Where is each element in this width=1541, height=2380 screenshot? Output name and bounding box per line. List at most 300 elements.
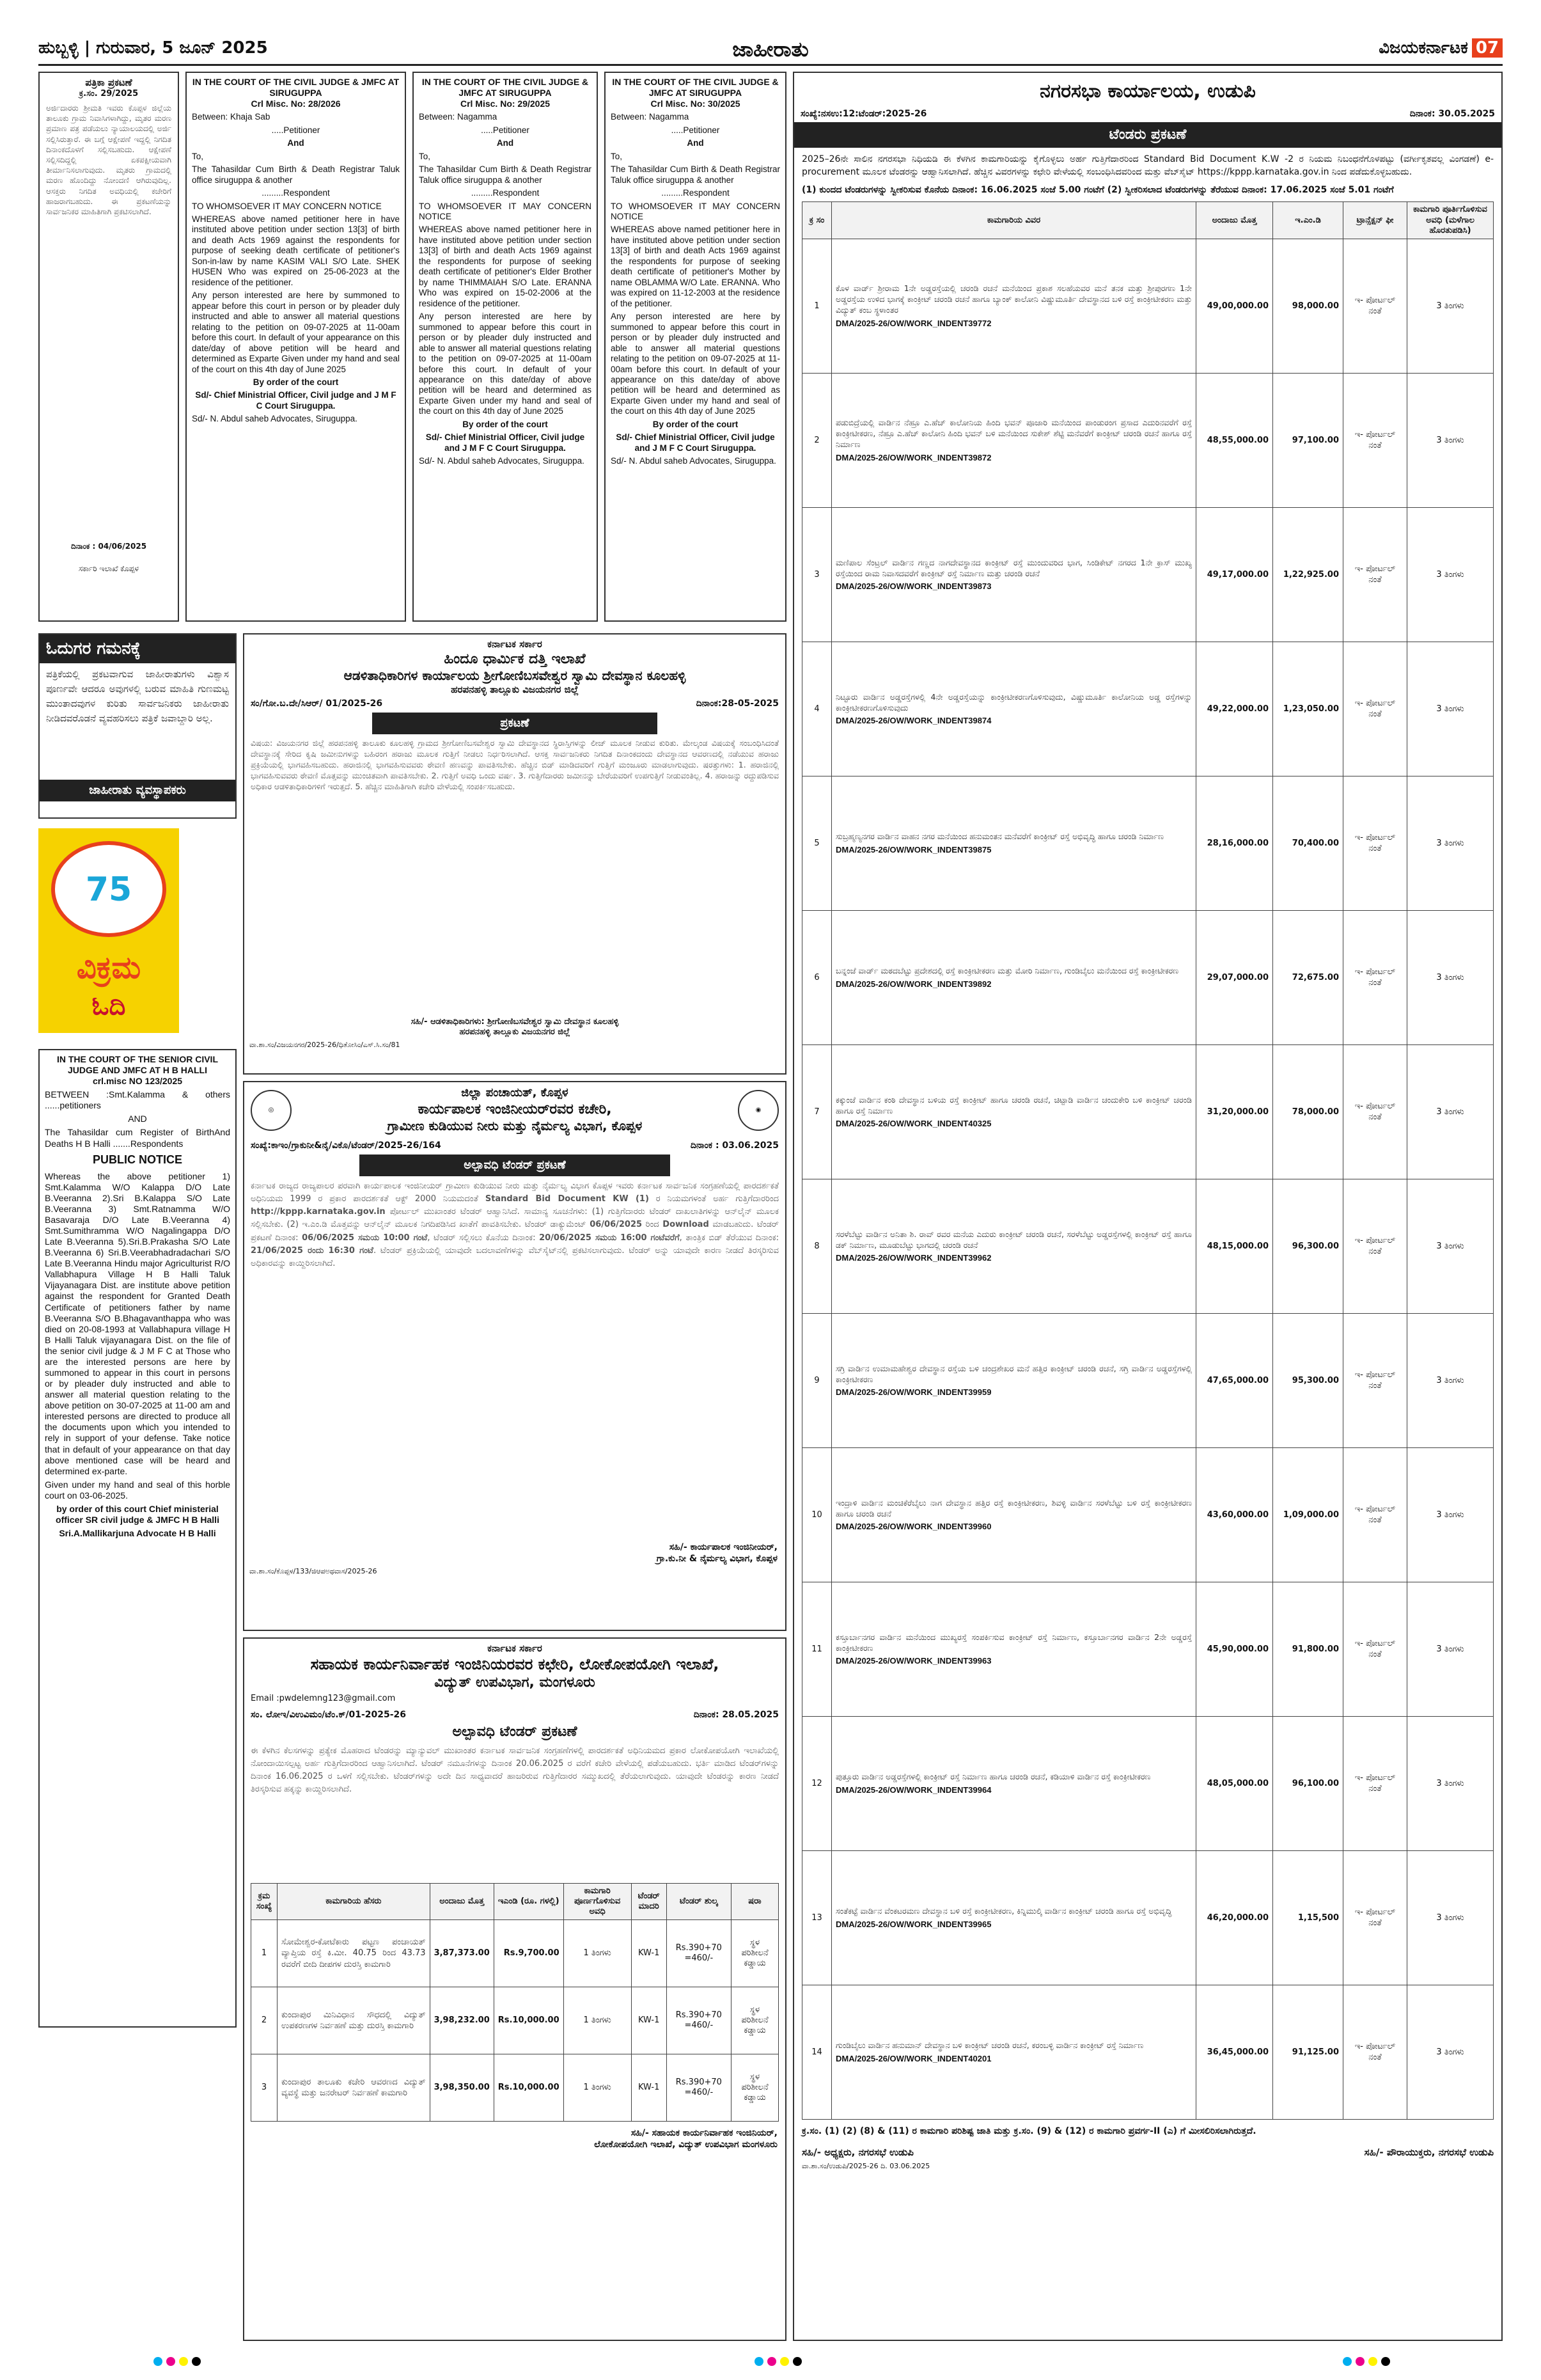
table-row [802, 1448, 1494, 1582]
mng-date: ದಿನಾಂಕ: 28.05.2025 [693, 1709, 779, 1720]
court-case-no: Crl Misc. No: 29/2025 [460, 99, 551, 109]
temple-sign2: ಹರಪನಹಳ್ಳಿ ತಾಲ್ಲೂಕು ವಿಜಯನಗರ ಜಿಲ್ಲೆ [459, 1027, 570, 1037]
mng-col-rem: ಷರಾ [731, 1883, 778, 1920]
mng-col-no: ಕ್ರಮ ಸಂಖ್ಯೆ [251, 1883, 278, 1920]
udupi-indent-no: DMA/2025-26/OW/WORK_INDENT39965 [836, 1919, 992, 1929]
court-body2: Any person interested are here by summoned to appear before this court in person or by pleader duly instructed and able to answer all material questions relating to the petition on 09-07-2025 at 11-00am before this court. In default of your appearance on this date/day of above petition will be heard and determined as Exparte Given under my hand and seal of the court on this 4th day of June 2025 [419, 311, 591, 416]
mng-body: ಈ ಕೆಳಗಿನ ಕೆಲಸಗಳನ್ನು ಪ್ರತ್ಯೇಕ ಮೊಹರಾದ ಟೆಂಡರನ್ನು ಮ್ಯಾನ್ಯುವಲ್ ಮುಖಾಂತರ ಕರ್ನಾಟಕ ಸಾರ್ವಜನಿಕ ಸಂಗ್ರಹಣೆಗಳಲ್ಲಿ ಪಾರದರ್ಶಕತೆ ಅಧಿನಿಯಮದ ಪ್ರಕಾರ ಲೋಕೋಪಯೋಗಿ ಇಲಾಖೆಯಲ್ಲಿ ನೋಂದಾಯಿಸಲ್ಪಟ್ಟ ಅರ್ಹ ಗುತ್ತಿಗೆದಾರರಿಂದ ಆಹ್ವಾನಿಸಲಾಗಿದೆ. ಟೆಂಡರ್ ನಮೂನೆಗಳನ್ನು ದಿನಾಂಕ 20.06.2025 ರ ವರೆಗೆ ಕಚೇರಿ ವೇಳೆಯಲ್ಲಿ ಪಡೆಯಬಹುದು. ಭರ್ತಿ ಮಾಡಿದ ಟೆಂಡರ್‌ಗಳನ್ನು ದಿನಾಂಕ 16.06.2025 ರ ಒಳಗೆ ಸಲ್ಲಿಸಬೇಕು. ಟೆಂಡರ್‌ಗಳನ್ನು ಅದೇ ದಿನ ಸಾಧ್ಯವಾದರೆ ಹಾಜರಿರುವ ಗುತ್ತಿಗೆದಾರರ ಸಮ್ಮುಖದಲ್ಲಿ ತೆರೆಯಲಾಗುವುದು. ಯಾವುದೇ ಟೆಂಡರನ್ನು ಕಾರಣ ನೀಡದೆ ತಿರಸ್ಕರಿಸುವ ಹಕ್ಕನ್ನು ಕಾಯ್ದಿರಿಸಲಾಗಿದೆ. [251, 1746, 779, 1794]
zp-sign: ಸಹಿ/- ಕಾರ್ಯಪಾಲಕ ಇಂಜಿನೀಯರ್, [669, 1542, 778, 1552]
udupi-cell-time: 3 ತಿಂಗಳು [1407, 374, 1494, 508]
court-order: By order of the court [462, 419, 548, 429]
udupi-cell-emd: 98,000.00 [1273, 239, 1343, 374]
registration-dots-3 [1343, 2357, 1390, 2366]
table-row [802, 642, 1494, 776]
udupi-cell-emd: 78,000.00 [1273, 1045, 1343, 1179]
udupi-cell-amt: 46,20,000.00 [1196, 1851, 1273, 1985]
zp-logo-icon: ◉ [738, 1090, 779, 1131]
court-respondent-body: The Tahasildar Cum Birth & Death Registrar Taluk office siruguppa & another [192, 164, 400, 185]
udupi-cell-emd: 1,09,000.00 [1273, 1448, 1343, 1582]
udupi-cell-emd: 97,100.00 [1273, 374, 1343, 508]
hb-court-public-notice: PUBLIC NOTICE [92, 1153, 182, 1166]
court-whom: TO WHOMSOEVER IT MAY CONCERN NOTICE [611, 201, 780, 221]
court-advocate: Sd/- N. Abdul saheb Advocates, Siruguppa. [192, 414, 357, 424]
udupi-cell-emd: 1,23,050.00 [1273, 642, 1343, 776]
court-respondent: .........Respondent [471, 188, 540, 198]
udupi-cell-time: 3 ತಿಂಗಳು [1407, 1985, 1494, 2120]
udupi-cell-amt: 49,17,000.00 [1196, 508, 1273, 642]
udupi-cell-no: 5 [802, 776, 832, 911]
mng-office2: ವಿದ್ಯುತ್ ಉಪವಿಭಾಗ, ಮಂಗಳೂರು [434, 1674, 595, 1690]
udupi-work-desc: ಬನ್ನಂಜೆ ವಾರ್ಡ್ ಮಠದಬೆಟ್ಟು ಪ್ರದೇಶದಲ್ಲಿ ರಸ್ತೆ ಕಾಂಕ್ರೀಟೀಕರಣ ಮತ್ತು ಮೋರಿ ನಿರ್ಮಾಣ, ಗುಂಡಿಬೈಲು ಮನೆಯಿಂದ ರಸ್ತೆ ಕಾಂಕ್ರೀಟೀಕರಣ [836, 966, 1179, 976]
mng-office: ಸಹಾಯಕ ಕಾರ್ಯನಿರ್ವಾಹಕ ಇಂಜಿನಿಯರವರ ಕಛೇರಿ, ಲೋಕೋಪಯೋಗಿ ಇಲಾಖೆ, [310, 1655, 719, 1673]
notice-left-body: ಅರ್ಜಿದಾರರು ಶ್ರೀಮತಿ ಇವರು ಕೊಪ್ಪಳ ಜಿಲ್ಲೆಯ ತಾಲೂಕು ಗ್ರಾಮ ನಿವಾಸಿಗಳಾಗಿದ್ದು, ಮೃತರ ಮರಣ ಪ್ರಮಾಣ ಪತ್ರ ಪಡೆಯಲು ನ್ಯಾಯಾಲಯದಲ್ಲಿ ಅರ್ಜಿ ಸಲ್ಲಿಸಿರುತ್ತಾರೆ. ಈ ಬಗ್ಗೆ ಆಕ್ಷೇಪಣೆ ಇದ್ದಲ್ಲಿ ನಿಗದಿತ ದಿನಾಂಕದೊಳಗೆ ಸಲ್ಲಿಸಬಹುದು. ಆಕ್ಷೇಪಣೆ ಸಲ್ಲಿಸದಿದ್ದಲ್ಲಿ ಏಕಪಕ್ಷೀಯವಾಗಿ ತೀರ್ಮಾನಿಸಲಾಗುವುದು. ಮೃತರು ಗ್ರಾಮದಲ್ಲಿ ಮರಣ ಹೊಂದಿದ್ದು ನೋಂದಣಿ ಆಗಿರುವುದಿಲ್ಲ. ಆಸಕ್ತರು ನಿಗದಿತ ಅವಧಿಯಲ್ಲಿ ಕಚೇರಿಗೆ ಹಾಜರಾಗಬಹುದು. ಈ ಪ್ರಕಟಣೆಯನ್ನು ಸಾರ್ವಜನಿಕರ ಮಾಹಿತಿಗಾಗಿ ಪ್ರಕಟಿಸಲಾಗಿದೆ. [46, 104, 171, 216]
court-body2: Any person interested are here by summoned to appear before this court in person or by pleader duly instructed and able to answer all material questions relating to the petition on 09-07-2025 at 11-00am before this court. In default of your appearance on this date/day of above petition will be heard and determined as Exparte Given under my hand and seal of the court on this 4th day of June 2025 [192, 290, 400, 374]
court-whom: TO WHOMSOEVER IT MAY CONCERN NOTICE [419, 201, 591, 221]
udupi-cell-no: 4 [802, 642, 832, 776]
temple-dept: ಹಿಂದೂ ಧಾರ್ಮಿಕ ದತ್ತಿ ಇಲಾಖೆ [444, 650, 586, 667]
udupi-table [802, 201, 1494, 2120]
zp-time2: 20/06/2025 ಸಮಯ 16:00 ಗಂಟೆವರೆಗೆ [539, 1233, 680, 1243]
mng-meta [244, 1707, 785, 1724]
header-paper-name: ವಿಜಯಕರ್ನಾಟಕ [1379, 38, 1468, 58]
udupi-cell-time: 3 ತಿಂಗಳು [1407, 911, 1494, 1045]
table-row [251, 1920, 779, 1987]
court-notice-2 [412, 72, 598, 622]
udupi-cell-desc [832, 1045, 1196, 1179]
court-to: To, [419, 151, 431, 161]
hb-court-respondent: The Tahasildar cum Register of BirthAnd Deaths H B Halli .......Respondents [45, 1127, 230, 1149]
table-row [802, 239, 1494, 374]
udupi-indent-no: DMA/2025-26/OW/WORK_INDENT39874 [836, 716, 992, 726]
table-row [802, 776, 1494, 911]
table-row [802, 911, 1494, 1045]
udupi-cell-fee: ಇ- ಪೋರ್ಟಲ್ ನಂತೆ [1343, 1717, 1407, 1851]
readers-notice-footer: ಜಾಹೀರಾತು ವ್ಯವಸ್ಥಾಪಕರು [40, 780, 235, 802]
mng-email: Email :pwdelemng123@gmail.com [251, 1694, 396, 1704]
udupi-cell-fee: ಇ- ಪೋರ್ಟಲ್ ನಂತೆ [1343, 239, 1407, 374]
temple-gov: ಕರ್ನಾಟಕ ಸರ್ಕಾರ [487, 638, 542, 650]
registration-dots-1 [153, 2357, 201, 2366]
mng-cell-fee: Rs.390+70 =460/- [666, 1987, 731, 2054]
zp-koppal-tender [243, 1081, 786, 1631]
udupi-cell-desc [832, 1851, 1196, 1985]
readers-notice [38, 633, 237, 819]
court-respondent: .........Respondent [661, 188, 730, 198]
mng-col-fee: ಟೆಂಡರ್ ಶುಲ್ಕ [666, 1883, 731, 1920]
court-officer: Sd/- Chief Ministrial Officer, Civil judge and J M F C Court Siruguppa. [425, 432, 585, 453]
table-row [802, 1179, 1494, 1314]
udupi-deadline: (1) ಕುಂದದ ಟೆಂಡರುಗಳನ್ನು ಸ್ವೀಕರಿಸುವ ಕೊನೆಯ ದಿನಾಂಕ: 16.06.2025 ಸಂಜೆ 5.00 ಗಂಟೆಗೆ (2) ಸ್ವೀಕರಿಸಲಾದ ಟೆಂಡರುಗಳನ್ನು ತೆರೆಯುವ ದಿನಾಂಕ: 17.06.2025 ಸಂಜೆ 5.01 ಗಂಟೆಗೆ [802, 185, 1394, 196]
table-row [802, 508, 1494, 642]
court-role: .....Petitioner [481, 125, 529, 135]
vikram-ad [38, 828, 179, 1033]
vikram-number: 75 [85, 871, 132, 909]
udupi-cell-desc [832, 1448, 1196, 1582]
mng-cell-rem: ಸ್ಥಳ ಪರಿಶೀಲನೆ ಕಡ್ಡಾಯ [731, 1987, 778, 2054]
court-to: To, [611, 151, 623, 161]
udupi-work-desc: ಸಂತೆಕಟ್ಟೆ ವಾರ್ಡಿನ ವೆಂಕಟರಮಣ ದೇವಸ್ಥಾನ ಬಳಿ ರಸ್ತೆ ಕಾಂಕ್ರೀಟೀಕರಣ, ಕಿನ್ನಿಮುಲ್ಕಿ ವಾರ್ಡಿನ ಕಾಂಕ್ರೀಟ್ ಚರಂಡಿ ಹಾಗೂ ರಸ್ತೆ ಅಭಿವೃದ್ಧಿ [836, 1906, 1172, 1916]
udupi-indent-no: DMA/2025-26/OW/WORK_INDENT40325 [836, 1119, 992, 1129]
udupi-cell-emd: 70,400.00 [1273, 776, 1343, 911]
mng-cell-time: 1 ತಿಂಗಳು [563, 1987, 631, 2054]
udupi-cell-desc [832, 1582, 1196, 1717]
court-body: WHEREAS above named petitioner here in have instituted above petition under section 13[3] of birth and death Acts 1969 against the respondents for purpose of seeking death certificate of petitioner's Son-in-law by name KASIM VALI S/O Late. SHEK HUSEN Who was expired on 25-06-2023 at the residence of the petitioner. [192, 214, 400, 287]
court-respondent-body: The Tahasildar Cum Birth & Death Registrar Taluk office siruguppa & another [419, 164, 591, 185]
udupi-indent-no: DMA/2025-26/OW/WORK_INDENT39963 [836, 1656, 992, 1666]
temple-ref: ಸಂ/ಗೋ.ಬ.ದೇ/ಸಿಆರ್/ 01/2025-26 [251, 698, 383, 709]
mng-col-time: ಕಾಮಗಾರಿ ಪೂರ್ಣಗೊಳಿಸುವ ಅವಧಿ [563, 1883, 631, 1920]
zp-dl-date: 06/06/2025 [590, 1220, 643, 1230]
court-case-no: Crl Misc. No: 28/2026 [251, 99, 341, 109]
table-row [802, 1985, 1494, 2120]
udupi-cell-fee: ಇ- ಪೋರ್ಟಲ್ ನಂತೆ [1343, 911, 1407, 1045]
udupi-cell-desc [832, 374, 1196, 508]
udupi-cell-amt: 28,16,000.00 [1196, 776, 1273, 911]
udupi-cell-amt: 43,60,000.00 [1196, 1448, 1273, 1582]
udupi-indent-no: DMA/2025-26/OW/WORK_INDENT39959 [836, 1387, 992, 1398]
udupi-work-desc: ಪಡುಬಿದ್ರೆಯಲ್ಲಿ ವಾರ್ಡಿನ ನೆಹ್ರೂ ಎ.ಹೆಚ್ ಕಾಲೋನಿಯ ಹಿಂದಿ ಭವನ್ ಪೂಜಾರಿ ಮನೆಯಿಂದ ಪಾಂಡುರಂಗ ಪ್ರಸಾದ ಎದುರಿನವರೆಗೆ ರಸ್ತೆ ಕಾಂಕ್ರೀಟೀಕರಣ, ನೆಹ್ರೂ ಎ.ಹೆಚ್ ಕಾಲೋನಿ ಹಿಂದಿ ಭವನ್ ಬಳಿ ಮನೆಯಿಂದ ಸುಕೇಶ್ ಶೆಟ್ಟಿ ಮನೆವರೆಗೆ ಕಾಂಕ್ರೀಟ್ ಚರಂಡಿ ರಚನೆ ಹಾಗೂ ರಸ್ತೆ ನಿರ್ಮಾಣ [836, 418, 1192, 449]
udupi-cell-no: 1 [802, 239, 832, 374]
udupi-cell-desc [832, 776, 1196, 911]
court-body2: Any person interested are here by summoned to appear before this court in person or by pleader duly instructed and able to answer all material questions relating to the petition on 09-07-2025 at 11-00am before this court. In default of your appearance on this date/day of above petition will be heard and determined as Exparte Given under my hand and seal of the court on this 4th day of June 2025 [611, 311, 780, 416]
udupi-cell-fee: ಇ- ಪೋರ್ಟಲ್ ನಂತೆ [1343, 1851, 1407, 1985]
court-notice-3 [604, 72, 786, 622]
notice-left-date: ದಿನಾಂಕ : 04/06/2025 [70, 542, 147, 551]
court-advocate: Sd/- N. Abdul saheb Advocates, Siruguppa. [419, 456, 584, 466]
mangaluru-tender [243, 1637, 786, 2341]
udupi-col-emd: ಇ.ಎಂ.ಡಿ [1273, 202, 1343, 239]
udupi-cell-time: 3 ತಿಂಗಳು [1407, 642, 1494, 776]
udupi-cell-fee: ಇ- ಪೋರ್ಟಲ್ ನಂತೆ [1343, 1045, 1407, 1179]
mng-col-amt: ಅಂದಾಜು ಮೊತ್ತ [430, 1883, 494, 1920]
udupi-cell-time: 3 ತಿಂಗಳು [1407, 1582, 1494, 1717]
udupi-cell-no: 9 [802, 1314, 832, 1448]
udupi-indent-no: DMA/2025-26/OW/WORK_INDENT39960 [836, 1522, 992, 1532]
udupi-intro: 2025–26ನೇ ಸಾಲಿನ ನಗರಸಭಾ ನಿಧಿಯಡಿ ಈ ಕೆಳಗಿನ ಕಾಮಗಾರಿಯನ್ನು ಕೈಗೊಳ್ಳಲು ಅರ್ಹ ಗುತ್ತಿಗೆದಾರರಿಂದ Standard Bid Document K.W -2 ರ ನಿಯಮ ನಿಬಂಧನೆಗೊಳಪಟ್ಟು (ವರ್ಗೀಕೃತವಲ್ಲ ವಿಂಗಡಣೆ) e-procurement ಮೂಲಕ ಟೆಂಡರನ್ನು ಆಹ್ವಾನಿಸಲಾಗಿದೆ. ಹೆಚ್ಚಿನ ವಿವರಗಳನ್ನು ಕಛೇರಿ ವೇಳೆಯಲ್ಲಿ ಸಂಬಂಧಿಸಿದವರಿಂದ ಮತ್ತು ವೆಬ್‌ಸೈಟ್ https://kppp.karnataka.gov.in ನಿಂದ ಪಡೆದುಕೊಳ್ಳಬಹುದು. [802, 154, 1494, 177]
readers-notice-title: ಓದುಗರ ಗಮನಕ್ಕೆ [40, 634, 235, 663]
court-title: IN THE COURT OF THE CIVIL JUDGE & JMFC AT SIRUGUPPA [612, 77, 779, 99]
hb-court-case: crl.misc NO 123/2025 [92, 1076, 183, 1087]
udupi-cell-no: 11 [802, 1582, 832, 1717]
mng-cell-time: 1 ತಿಂಗಳು [563, 1920, 631, 1987]
udupi-cell-fee: ಇ- ಪೋರ್ಟಲ್ ನಂತೆ [1343, 1448, 1407, 1582]
udupi-code: ವಾ.ಶಾ.ಸಂ/ಉಡುಪಿ/2025-26 ದಿ. 03.06.2025 [802, 2162, 930, 2171]
vikram-name: ವಿಕ್ರಮ [76, 950, 141, 986]
mng-title: ಅಲ್ಪಾವಧಿ ಟೆಂಡರ್ ಪ್ರಕಟಣೆ [452, 1724, 577, 1740]
udupi-work-desc: ನಿಟ್ಟೂರು ವಾರ್ಡಿನ ಅಡ್ಡರಸ್ತೆಗಳಲ್ಲಿ 4ನೇ ಅಡ್ಡರಸ್ತೆಯನ್ನು ಕಾಂಕ್ರೀಟೀಕರಣಗೊಳಿಸುವುದು, ವಿಷ್ಣುಮೂರ್ತಿ ಕಾಲೋನಿಯ ಅಡ್ಡ ರಸ್ತೆಗಳನ್ನು ಕಾಂಕ್ರೀಟೀಕರಣಗೊಳಿಸುವುದು [836, 691, 1192, 713]
udupi-col-time: ಕಾಮಗಾರಿ ಪೂರ್ತಿಗೊಳಿಸುವ ಅವಧಿ (ಮಳೆಗಾಲ ಹೊರತುಪಡಿಸಿ) [1407, 202, 1494, 239]
udupi-cell-amt: 48,55,000.00 [1196, 374, 1273, 508]
mng-cell-time: 1 ತಿಂಗಳು [563, 2054, 631, 2122]
mng-cell-type: KW-1 [631, 1987, 666, 2054]
udupi-col-amt: ಅಂದಾಜು ಮೊತ್ತ [1196, 202, 1273, 239]
udupi-work-desc: ಸುಬ್ರಹ್ಮಣ್ಯನಗರ ವಾರ್ಡಿನ ವಾಹನ ನಗರ ಮನೆಯಿಂದ ಹನುಮಂತನ ಮನೆವರೆಗೆ ಕಾಂಕ್ರೀಟ್ ರಸ್ತೆ ಅಭಿವೃದ್ಧಿ ಹಾಗೂ ಚರಂಡಿ ನಿರ್ಮಾಣ [836, 831, 1164, 842]
notice-left-ref: ಕ್ರ.ಸಂ. 29/2025 [79, 88, 139, 99]
mng-cell-name: ಸೋಮೇಶ್ವರ-ಕೋಟೆಕಾರು ಪಟ್ಟಣ ಪಂಚಾಯತ್ ವ್ಯಾಪ್ತಿಯ ರಸ್ತೆ ಕಿ.ಮೀ. 40.75 ರಿಂದ 43.73 ರವರೆಗೆ ಬೀದಿ ದೀಪಗಳ ದುರಸ್ತಿ ಕಾಮಗಾರಿ [278, 1920, 430, 1987]
mng-gov: ಕರ್ನಾಟಕ ಸರ್ಕಾರ [487, 1643, 542, 1654]
mng-cell-fee: Rs.390+70 =460/- [666, 1920, 731, 1987]
udupi-cell-fee: ಇ- ಪೋರ್ಟಲ್ ನಂತೆ [1343, 374, 1407, 508]
header-page-no: 07 [1472, 38, 1503, 58]
court-officer: Sd/- Chief Ministrial Officer, Civil judge and J M F C Court Siruguppa. [616, 432, 775, 453]
mng-col-type: ಟೆಂಡರ್ ಮಾದರಿ [631, 1883, 666, 1920]
udupi-cell-emd: 91,800.00 [1273, 1582, 1343, 1717]
udupi-meta [794, 106, 1501, 123]
udupi-indent-no: DMA/2025-26/OW/WORK_INDENT40201 [836, 2053, 992, 2063]
udupi-tender [793, 72, 1503, 2341]
udupi-work-desc: ಸಗ್ರಿ ವಾರ್ಡಿನ ಉಮಾಮಹೇಶ್ವರ ದೇವಸ್ಥಾನ ರಸ್ತೆಯ ಬಳಿ ಚಂದ್ರಶೇಖರ ಮನೆ ಹತ್ತಿರ ಕಾಂಕ್ರೀಟ್ ಚರಂಡಿ ರಚನೆ, ಸಗ್ರಿ ವಾರ್ಡಿನ ಅಡ್ಡರಸ್ತೆಗಳಲ್ಲಿ ಕಾಂಕ್ರೀಟೀಕರಣ [836, 1363, 1192, 1384]
mng-cell-amt: 3,98,350.00 [430, 2054, 494, 2122]
udupi-cell-amt: 47,65,000.00 [1196, 1314, 1273, 1448]
temple-place: ಹರಪನಹಳ್ಳಿ ತಾಲ್ಲೂಕು ವಿಜಯನಗರ ಜಿಲ್ಲೆ [451, 684, 579, 696]
zp-sign2: ಗ್ರಾ.ಕು.ನೀ & ನೈರ್ಮಲ್ಯ ವಿಭಾಗ, ಕೊಪ್ಪಳ [656, 1553, 778, 1564]
hb-court-between: BETWEEN :Smt.Kalamma & others ......petitioners [45, 1089, 230, 1111]
table-row [251, 1987, 779, 2054]
temple-code: ವಾ.ಶಾ.ಸಂ/ವಿಜಯನಗರ/2025-26/ಧಿತೋಸಿಂ/ಎಸ್.ಸಿ.ಸಂ/81 [249, 1040, 400, 1049]
udupi-sign-left: ಸಹಿ/- ಅಧ್ಯಕ್ಷರು, ನಗರಸಭೆ ಉಡುಪಿ [802, 2146, 914, 2158]
mng-col-name: ಕಾಮಗಾರಿಯ ಹೆಸರು [278, 1883, 430, 1920]
header-paper [1379, 38, 1503, 58]
temple-notice [243, 633, 786, 1075]
udupi-cell-fee: ಇ- ಪೋರ್ಟಲ್ ನಂತೆ [1343, 776, 1407, 911]
zp-body: ಕರ್ನಾಟಕ ರಾಜ್ಯದ ರಾಜ್ಯಪಾಲರ ಪರವಾಗಿ ಕಾರ್ಯಪಾಲಕ ಇಂಜಿನೀಯರ್ ಗ್ರಾಮೀಣ ಕುಡಿಯುವ ನೀರು ಮತ್ತು ನೈರ್ಮಲ್ಯ ವಿಭಾಗ ಕೊಪ್ಪಳ ಇವರು ಕರ್ನಾಟಕ ಸಾರ್ವಜನಿಕ ಸಂಗ್ರಹಣೆಯಲ್ಲಿ ಪಾರದರ್ಶಕತೆ ಅಧಿನಿಯಮ 1999 ರ ಪ್ರಕಾರ ಪಾರದರ್ಶಕತೆ ಆಕ್ಟ್ 2000 ನಿಯಮದಂತೆ Standard Bid Document KW (1) ರ ನಿಯಮಗಳಂತೆ ಅರ್ಹ ಗುತ್ತಿಗೆದಾರರಿಂದ http://kppp.karnataka.gov.in ಪೋರ್ಟಲ್ ಮುಖಾಂತರ ಟೆಂಡರ್ ಆಹ್ವಾನಿಸಿದೆ. ಸಾಮಾನ್ಯ ಸೂಚನೆಗಳು: (1) ಗುತ್ತಿಗೆದಾರರು ಟೆಂಡರ್ ದಾಖಲಾತಿಗಳನ್ನು ಆನ್‌ಲೈನ್ ಮೂಲಕ ಸಲ್ಲಿಸಬೇಕು. (2) ಇ.ಎಂ.ಡಿ ಮೊತ್ತವನ್ನು ಆನ್‌ಲೈನ್ ಮೂಲಕ ನಿಗದಿಪಡಿಸಿದ ಖಾತೆಗೆ ಪಾವತಿಸಬೇಕು. ಟೆಂಡರ್ ಡಾಕ್ಯುಮೆಂಟ್ 06/06/2025 ರಿಂದ Download ಮಾಡಬಹುದು. ಟೆಂಡರ್ ಪ್ರಕಟಣೆ ದಿನಾಂಕ: 06/06/2025 ಸಮಯ 10:00 ಗಂಟೆ, ಟೆಂಡರ್ ಸಲ್ಲಿಸಲು ಕೊನೆಯ ದಿನಾಂಕ: 20/06/2025 ಸಮಯ 16:00 ಗಂಟೆವರೆಗೆ, ತಾಂತ್ರಿಕ ಬಿಡ್ ತೆರೆಯುವ ದಿನಾಂಕ: 21/06/2025 ರಂದು 16:30 ಗಂಟೆ. ಟೆಂಡರ್ ಪ್ರಕ್ರಿಯೆಯಲ್ಲಿ ಯಾವುದೇ ಬದಲಾವಣೆಗಳನ್ನು ವೆಬ್‌ಸೈಟ್‌ನಲ್ಲಿ ಪ್ರಕಟಿಸಲಾಗುವುದು. ಟೆಂಡರ್ ಅನ್ನು ಯಾವುದೇ ಕಾರಣ ನೀಡದೆ ತಿರಸ್ಕರಿಸುವ ಅಧಿಕಾರವನ್ನು ಕಾಯ್ದಿರಿಸಲಾಗಿದೆ. [251, 1181, 779, 1268]
udupi-cell-no: 12 [802, 1717, 832, 1851]
udupi-work-desc: ಇಂದ್ರಾಳಿ ವಾರ್ಡಿನ ಮಂಚಿಕೆರೆಬೈಲು ನಾಗ ದೇವಸ್ಥಾನ ಹತ್ತಿರ ರಸ್ತೆ ಕಾಂಕ್ರೀಟೀಕರಣ, ಶಿವಳ್ಳಿ ವಾರ್ಡಿನ ಸರಳೆಬೆಟ್ಟು ಬಳಿ ರಸ್ತೆ ಕಾಂಕ್ರೀಟೀಕರಣ ಹಾಗೂ ಚರಂಡಿ ರಚನೆ [836, 1497, 1192, 1518]
notice-left-title: ಪತ್ರಿಕಾ ಪ್ರಕಟಣೆ [85, 77, 132, 88]
udupi-cell-fee: ಇ- ಪೋರ್ಟಲ್ ನಂತೆ [1343, 1582, 1407, 1717]
court-and: And [496, 138, 514, 148]
mng-cell-rem: ಸ್ಥಳ ಪರಿಶೀಲನೆ ಕಡ್ಡಾಯ [731, 1920, 778, 1987]
table-row [802, 1045, 1494, 1179]
udupi-cell-amt: 49,00,000.00 [1196, 239, 1273, 374]
udupi-cell-no: 3 [802, 508, 832, 642]
udupi-col-fee: ಟ್ರಾನ್ಸೆಕ್ಷನ್ ಫೀ [1343, 202, 1407, 239]
udupi-cell-desc [832, 1717, 1196, 1851]
udupi-office: ನಗರಸಭಾ ಕಾರ್ಯಾಲಯ, ಉಡುಪಿ [1040, 80, 1256, 102]
mng-table [251, 1883, 779, 2122]
hb-court-advocate: Sri.A.Mallikarjuna Advocate H B Halli [59, 1528, 216, 1539]
mng-cell-emd: Rs.9,700.00 [494, 1920, 563, 1987]
mng-cell-emd: Rs.10,000.00 [494, 1987, 563, 2054]
zp-site-link[interactable]: http://kppp.karnataka.gov.in [251, 1207, 386, 1217]
court-case-no: Crl Misc. No: 30/2025 [650, 99, 740, 109]
court-title: IN THE COURT OF THE CIVIL JUDGE & JMFC AT SIRUGUPPA [192, 77, 400, 99]
mng-cell-type: KW-1 [631, 1920, 666, 1987]
court-body: WHEREAS above named petitioner here in have instituted above petition under section 13[3] of birth and death Acts 1969 against the respondents for purpose of seeking death certificate of petitioner's Elder Brother by name THIMMAIAH S/O Late. ERANNA Who was expired on 15-02-2006 at the residence of the petitioner. [419, 225, 591, 308]
court-body: WHEREAS above named petitioner here in have instituted above petition under section 13[3] of birth and death Acts 1969 against the respondents for purpose of seeking death certificate of petitioner's Mother by name OBLAMMA W/O Late. ERANNA. Who was expired on 11-12-2003 at the residence of the petitioner. [611, 225, 780, 308]
udupi-cell-time: 3 ತಿಂಗಳು [1407, 1179, 1494, 1314]
table-row [802, 1314, 1494, 1448]
udupi-cell-emd: 1,22,925.00 [1273, 508, 1343, 642]
udupi-cell-no: 13 [802, 1851, 832, 1985]
udupi-cell-fee: ಇ- ಪೋರ್ಟಲ್ ನಂತೆ [1343, 642, 1407, 776]
page-header [38, 37, 1503, 66]
court-notice-1 [185, 72, 406, 622]
udupi-cell-desc [832, 1179, 1196, 1314]
mng-col-emd: ಇಎಂಡಿ (ರೂ. ಗಳಲ್ಲಿ) [494, 1883, 563, 1920]
mng-cell-no: 2 [251, 1987, 278, 2054]
udupi-cell-emd: 72,675.00 [1273, 911, 1343, 1045]
zp-ref: ಸಂಖ್ಯೆ:ಕಾಇಂ/ಗ್ರಾಕುನೀ&ನೈ/ವಿಕೊ/ಟೆಂಡರ್/2025-26/164 [251, 1140, 441, 1151]
udupi-cell-no: 7 [802, 1045, 832, 1179]
udupi-cell-fee: ಇ- ಪೋರ್ಟಲ್ ನಂತೆ [1343, 1314, 1407, 1448]
udupi-work-desc: ಗುಂಡಿಬೈಲು ವಾರ್ಡಿನ ಹನುಮಾನ್ ದೇವಸ್ಥಾನ ಬಳಿ ಕಾಂಕ್ರೀಟ್ ಚರಂಡಿ ರಚನೆ, ಕರಂಬಳ್ಳಿ ವಾರ್ಡಿನ ಕಾಂಕ್ರೀಟ್ ರಸ್ತೆ ನಿರ್ಮಾಣ [836, 2040, 1144, 2051]
udupi-indent-no: DMA/2025-26/OW/WORK_INDENT39964 [836, 1785, 992, 1795]
udupi-col-no: ಕ್ರ ಸಂ [802, 202, 832, 239]
hb-court-and: AND [128, 1114, 147, 1124]
table-row [802, 374, 1494, 508]
zp-std: Standard Bid Document KW (1) [485, 1194, 649, 1204]
udupi-cell-time: 3 ತಿಂಗಳು [1407, 508, 1494, 642]
mng-cell-no: 1 [251, 1920, 278, 1987]
header-location-date: ಹುಬ್ಬಳ್ಳಿ | ಗುರುವಾರ, 5 ಜೂನ್ 2025 [38, 38, 268, 58]
udupi-work-desc: ಕಕ್ಕುಂಜೆ ವಾರ್ಡಿನ ಕಂಠಿ ದೇವಸ್ಥಾನ ಬಳಿಯ ರಸ್ತೆ ಕಾಂಕ್ರೀಟ್ ಹಾಗೂ ಚರಂಡಿ ರಚನೆ, ಚಿಟ್ಪಾಡಿ ವಾರ್ಡಿನ ಚಂದುಕೇರಿ ಬಳಿ ಕಾಂಕ್ರೀಟ್ ಚರಂಡಿ ಹಾಗೂ ರಸ್ತೆ ನಿರ್ಮಾಣ [836, 1094, 1192, 1115]
zp-meta [244, 1138, 785, 1155]
mng-cell-no: 3 [251, 2054, 278, 2122]
udupi-indent-no: DMA/2025-26/OW/WORK_INDENT39875 [836, 844, 992, 855]
table-row [251, 2054, 779, 2122]
mng-sign2: ಲೋಕೋಪಯೋಗಿ ಇಲಾಖೆ, ವಿದ್ಯುತ್ ಉಪವಿಭಾಗ ಮಂಗಳೂರು [594, 2139, 778, 2150]
zp-dl-word: Download [662, 1220, 709, 1230]
udupi-cell-no: 8 [802, 1179, 832, 1314]
hb-halli-court-notice [38, 1049, 237, 2028]
mng-cell-rem: ಸ್ಥಳ ಪರಿಶೀಲನೆ ಕಡ್ಡಾಯ [731, 2054, 778, 2122]
udupi-cell-emd: 96,300.00 [1273, 1179, 1343, 1314]
zp-time3: 21/06/2025 ರಂದು 16:30 ಗಂಟೆ [251, 1245, 373, 1256]
udupi-ref: ಸಂಖ್ಯೆ:ನಸಉ:12:ಟೆಂಡರ್:2025-26 [801, 108, 927, 119]
udupi-cell-no: 10 [802, 1448, 832, 1582]
udupi-work-desc: ಕೊಳ ವಾರ್ಡ್ ಶ್ರೀರಾಮ 1ನೇ ಅಡ್ಡರಸ್ತೆಯಲ್ಲಿ ಚರಂಡಿ ರಚನೆ ಮನೆಯಿಂದ ಪ್ರಕಾಶ ಸಲಹೆಯವರ ಮನೆ ತನಕ ಮತ್ತು ಶ್ರೀಪುರಗಣ 1ನೇ ಅಡ್ಡರಸ್ತೆಯ ಉಳಿದ ಭಾಗಕ್ಕೆ ಕಾಂಕ್ರೀಟ್ ಚರಂಡಿ ರಚನೆ ಹಾಗೂ ಬ್ಯಾಂಕ್ ಕಾಲೋನಿ ವಿಷ್ಣುಮೂರ್ತಿ ದೇವಸ್ಥಾನದ ಬಳಿ ರಸ್ತೆ ಕಾಂಕ್ರೀಟೀಕರಣ ಮತ್ತು ವಿದ್ಯುತ್ ಕಂಬ ಸ್ಥಳಾಂತರ [836, 283, 1192, 315]
udupi-work-desc: ಮಣಿಪಾಲ ಸೆಂಟ್ರಲ್ ವಾರ್ಡಿನ ಗಣ್ಣದ ನಾಗದೇವಸ್ಥಾನದ ಕಾಂಕ್ರೀಟ್ ರಸ್ತೆ ಮುಂದುವರಿದ ಭಾಗ, ಸಿಂಡಿಕೇಟ್ ನಗರದ 1ನೇ ಕ್ರಾಸ್ ಮುಖ್ಯ ರಸ್ತೆಯಿಂದ ರಾಮ ನಿವಾಸದವರೆಗೆ ಕಾಂಕ್ರೀಟ್ ರಸ್ತೆ ನಿರ್ಮಾಣ ಮತ್ತು ಚರಂಡಿ ರಚನೆ [836, 557, 1192, 578]
udupi-cell-amt: 48,05,000.00 [1196, 1717, 1273, 1851]
udupi-signs [794, 2144, 1501, 2161]
udupi-cell-fee: ಇ- ಪೋರ್ಟಲ್ ನಂತೆ [1343, 508, 1407, 642]
mng-cell-amt: 3,87,373.00 [430, 1920, 494, 1987]
table-row [802, 1851, 1494, 1985]
vikram-logo-icon [51, 841, 166, 937]
udupi-cell-no: 6 [802, 911, 832, 1045]
temple-body: ವಿಷಯ: ವಿಜಯನಗರ ಜಿಲ್ಲೆ ಹರಪನಹಳ್ಳಿ ತಾಲೂಕು ಕೂಲಹಳ್ಳಿ ಗ್ರಾಮದ ಶ್ರೀಗೋಣಿಬಸವೇಶ್ವರ ಸ್ವಾಮಿ ದೇವಸ್ಥಾನದ ಸ್ಥಿರಾಸ್ತಿಗಳನ್ನು ಲೀಜ್ ಮೂಲಕ ನೀಡುವ ಕುರಿತು. ಮೇಲ್ಕಂಡ ವಿಷಯಕ್ಕೆ ಸಂಬಂಧಿಸಿದಂತೆ ದೇವಸ್ಥಾನಕ್ಕೆ ಸೇರಿದ ಕೃಷಿ ಜಮೀನುಗಳನ್ನು ಬಹಿರಂಗ ಹರಾಜು ಮೂಲಕ ಗುತ್ತಿಗೆ ನೀಡಲು ನಿರ್ಧರಿಸಲಾಗಿದೆ. ಆಸಕ್ತ ಸಾರ್ವಜನಿಕರು ನಿಗದಿತ ದಿನಾಂಕದಂದು ದೇವಸ್ಥಾನದ ಆವರಣದಲ್ಲಿ ನಡೆಯುವ ಹರಾಜು ಪ್ರಕ್ರಿಯೆಯಲ್ಲಿ ಭಾಗವಹಿಸಬಹುದು. ಹರಾಜಿನಲ್ಲಿ ಭಾಗವಹಿಸುವವರು ಠೇವಣಿ ಹಣವನ್ನು ಪಾವತಿಸಬೇಕು. ಹೆಚ್ಚಿನ ಬಿಡ್ ಮಾಡಿದವರಿಗೆ ಗುತ್ತಿಗೆ ಮಂಜೂರು ಮಾಡಲಾಗುವುದು. ಷರತ್ತುಗಳು: 1. ಹರಾಜಿನಲ್ಲಿ ಭಾಗವಹಿಸುವವರು ಠೇವಣಿ ಮೊತ್ತವನ್ನು ಮುಂಚಿತವಾಗಿ ಪಾವತಿಸಬೇಕು. 2. ಗುತ್ತಿಗೆ ಅವಧಿ ಒಂದು ವರ್ಷ. 3. ಗುತ್ತಿಗೆದಾರರು ಜಮೀನನ್ನು ಬೇರೆಯವರಿಗೆ ಉಪಗುತ್ತಿಗೆ ನೀಡುವಂತಿಲ್ಲ. 4. ಹರಾಜನ್ನು ರದ್ದುಪಡಿಸುವ ಅಧಿಕಾರ ಆಡಳಿತಾಧಿಕಾರಿಗಳಿಗೆ ಇರುತ್ತದೆ. 5. ಹೆಚ್ಚಿನ ಮಾಹಿತಿಗಾಗಿ ಕಚೇರಿ ವೇಳೆಯಲ್ಲಿ ಸಂಪರ್ಕಿಸಬಹುದು. [251, 738, 779, 791]
udupi-cell-time: 3 ತಿಂಗಳು [1407, 1045, 1494, 1179]
mng-cell-name: ಕುಂದಾಪುರ ತಾಲೂಕು ಕಚೇರಿ ಆವರಣದ ವಿದ್ಯುತ್ ವ್ಯವಸ್ಥೆ ಮತ್ತು ಜನರೇಟರ್ ನಿರ್ವಹಣೆ ಕಾಮಗಾರಿ [278, 2054, 430, 2122]
udupi-cell-emd: 96,100.00 [1273, 1717, 1343, 1851]
table-row [802, 1582, 1494, 1717]
udupi-cell-amt: 31,20,000.00 [1196, 1045, 1273, 1179]
temple-meta [244, 696, 785, 713]
zp-org2: ಕಾರ್ಯಪಾಲಕ ಇಂಜಿನೀಯರ್‌ರವರ ಕಚೇರಿ, [418, 1101, 612, 1117]
mng-sign: ಸಹಿ/- ಸಹಾಯಕ ಕಾರ್ಯನಿರ್ವಾಹಕ ಇಂಜಿನಿಯರ್, [630, 2128, 778, 2139]
mng-cell-type: KW-1 [631, 2054, 666, 2122]
mng-ref: ಸಂ. ಲೋಇ/ವಿಉವಿಮಂ/ಟೆಂ.ಕ್/01-2025-26 [251, 1709, 407, 1720]
udupi-cell-time: 3 ತಿಂಗಳು [1407, 239, 1494, 374]
udupi-col-desc: ಕಾಮಗಾರಿಯ ವಿವರ [832, 202, 1196, 239]
udupi-cell-time: 3 ತಿಂಗಳು [1407, 776, 1494, 911]
court-title: IN THE COURT OF THE CIVIL JUDGE & JMFC AT SIRUGUPPA [421, 77, 589, 99]
court-respondent-body: The Tahasildar Cum Birth & Death Registrar Taluk office siruguppa & another [611, 164, 780, 185]
court-whom: TO WHOMSOEVER IT MAY CONCERN NOTICE [192, 201, 382, 211]
notice-left [38, 72, 179, 622]
registration-dots-2 [755, 2357, 802, 2366]
udupi-cell-time: 3 ತಿಂಗಳು [1407, 1851, 1494, 1985]
udupi-cell-fee: ಇ- ಪೋರ್ಟಲ್ ನಂತೆ [1343, 1179, 1407, 1314]
udupi-work-desc: ಪುತ್ತೂರು ವಾರ್ಡಿನ ಅಡ್ಡರಸ್ತೆಗಳಲ್ಲಿ ಕಾಂಕ್ರೀಟ್ ರಸ್ತೆ ನಿರ್ಮಾಣ ಹಾಗೂ ಚರಂಡಿ ರಚನೆ, ಕಡಿಯಾಳಿ ವಾರ್ಡಿನ ರಸ್ತೆ ಕಾಂಕ್ರೀಟೀಕರಣ [836, 1772, 1151, 1782]
udupi-work-desc: ಸರಳೆಬೆಟ್ಟು ವಾರ್ಡಿನ ಅನಿತಾ ಶಿ. ರಾವ್ ರವರ ಮನೆಯ ಎದುರು ಕಾಂಕ್ರೀಟ್ ಚರಂಡಿ ರಚನೆ, ಸರಳೆಬೆಟ್ಟು ಅಡ್ಡರಸ್ತೆಗಳಲ್ಲಿ ಕಾಂಕ್ರೀಟ್ ರಸ್ತೆ ಹಾಗೂ ಡಕ್ ನಿರ್ಮಾಣ, ಮೂಡುಬೆಟ್ಟು ಭಾಗದಲ್ಲಿ ಚರಂಡಿ ರಚನೆ [836, 1229, 1192, 1250]
zp-date: ದಿನಾಂಕ : 03.06.2025 [690, 1140, 779, 1151]
udupi-cell-amt: 49,22,000.00 [1196, 642, 1273, 776]
udupi-indent-no: DMA/2025-26/OW/WORK_INDENT39962 [836, 1253, 992, 1263]
court-role: .....Petitioner [671, 125, 720, 135]
hb-court-given: Given under my hand and seal of this horble court on 03-06-2025. [45, 1479, 230, 1501]
zp-title: ಅಲ್ಪಾವಧಿ ಟೆಂಡರ್ ಪ್ರಕಟಣೆ [359, 1155, 670, 1177]
udupi-cell-desc [832, 642, 1196, 776]
zp-time1: 06/06/2025 ಸಮಯ 10:00 ಗಂಟೆ [302, 1233, 428, 1243]
udupi-cell-desc [832, 239, 1196, 374]
readers-notice-body: ಪತ್ರಿಕೆಯಲ್ಲಿ ಪ್ರಕಟವಾಗುವ ಜಾಹೀರಾತುಗಳು ವಿಶ್ವಾಸ ಪೂರ್ಣವೇ ಆದರೂ ಅವುಗಳಲ್ಲಿ ಬರುವ ಮಾಹಿತಿ ಗುಣಮಟ್ಟ ಮುಂತಾದವುಗಳ ಕುರಿತು ಸಾರ್ವಜನಿಕರು ಜಾಹೀರಾತು ನೀಡಿದವರೊಡನೆ ವ್ಯವಹರಿಸಲು ಪತ್ರಿಕೆ ಜವಾಬ್ದಾರಿ ಅಲ್ಲ. [46, 668, 229, 725]
udupi-note: ಕ್ರ.ಸಂ. (1) (2) (8) & (11) ರ ಕಾಮಗಾರಿ ಪರಿಶಿಷ್ಟ ಜಾತಿ ಮತ್ತು ಕ್ರ.ಸಂ. (9) & (12) ರ ಕಾಮಗಾರಿ ಪ್ರವರ್ಗ-II (ಎ) ಗೆ ಮೀಸಲಿರಿಸಲಾಗಿರುತ್ತದೆ. [802, 2126, 1256, 2137]
court-to: To, [192, 151, 204, 161]
udupi-cell-emd: 91,125.00 [1273, 1985, 1343, 2120]
udupi-cell-desc [832, 1985, 1196, 2120]
court-respondent: .........Respondent [262, 188, 330, 198]
udupi-cell-emd: 1,15,500 [1273, 1851, 1343, 1985]
mng-cell-amt: 3,98,232.00 [430, 1987, 494, 2054]
udupi-cell-time: 3 ತಿಂಗಳು [1407, 1448, 1494, 1582]
zp-org3: ಗ್ರಾಮೀಣ ಕುಡಿಯುವ ನೀರು ಮತ್ತು ನೈರ್ಮಲ್ಯ ವಿಭಾಗ, ಕೊಪ್ಪಳ [387, 1118, 643, 1133]
table-row [802, 1717, 1494, 1851]
udupi-cell-amt: 45,90,000.00 [1196, 1582, 1273, 1717]
udupi-sign-right: ಸಹಿ/- ಪೌರಾಯುಕ್ತರು, ನಗರಸಭೆ ಉಡುಪಿ [1364, 2146, 1494, 2158]
header-date: ಗುರುವಾರ, 5 ಜೂನ್ 2025 [96, 38, 268, 58]
mng-cell-fee: Rs.390+70 =460/- [666, 2054, 731, 2122]
udupi-cell-time: 3 ತಿಂಗಳು [1407, 1314, 1494, 1448]
temple-sign: ಸಹಿ/- ಆಡಳಿತಾಧಿಕಾರಿಗಳು: ಶ್ರೀಗೋಣಿಬಸವೇಶ್ವರ ಸ್ವಾಮಿ ದೇವಸ್ಥಾನ ಕೂಲಹಳ್ಳಿ [411, 1017, 619, 1027]
temple-office: ಆಡಳಿತಾಧಿಕಾರಿಗಳ ಕಾರ್ಯಾಲಯ ಶ್ರೀಗೋಣಿಬಸವೇಶ್ವರ ಸ್ವಾಮಿ ದೇವಸ್ಥಾನ ಕೂಲಹಳ್ಳಿ [343, 668, 686, 684]
court-and: And [687, 138, 704, 148]
court-advocate: Sd/- N. Abdul saheb Advocates, Siruguppa. [611, 456, 776, 466]
hb-court-title: IN THE COURT OF THE SENIOR CIVIL JUDGE AND JMFC AT H B HALLI [56, 1054, 218, 1076]
zp-code: ವಾ.ಶಾ.ಸಂ/ಕೊಪ್ಪಳ/133/ಜಿಆಪಅಥವಾಸ/2025-26 [249, 1567, 377, 1575]
court-between: Between: Nagamma [611, 112, 689, 122]
temple-title: ಪ್ರಕಟಣೆ [372, 713, 657, 735]
court-between: Between: Nagamma [419, 112, 497, 122]
notice-left-signature: ಸರ್ಕಾರಿ ಇಲಾಖೆ ಕೊಪ್ಪಳ [79, 564, 139, 573]
udupi-indent-no: DMA/2025-26/OW/WORK_INDENT39873 [836, 581, 992, 592]
hb-court-body: Whereas the above petitioner 1) Smt.Kalamma W/O Kalappa D/O Late B.Veeranna 2).Sri B.Kalappa S/O Late B.Veeranna 3) Smt.Ratnamma W/O Basavaraja D/O Late B.Veeranna 4) Smt.Sumithramma W/O Nagalingappa D/O Late B.Veeranna 5).Sri.B.Prakasha S/O Late B.Veeranna 6) Sri.B.Veerabhadradachari S/O Late B.Veeranna Hindu major Agriculturist R/O Vallabhapura Village H B Halli Taluk Vijayanagara Dist. are institute above petition against the respondent for Granted Death Certificate of petitioners father by name B.Veeranna S/O B.Bhagavanthappa who was died on 20-08-1993 at Vallabhapura village H B Halli Taluk vijayanagara Dist. on the file of the senior civil judge & J M F C at Those who are the interested persons are here by summoned to appear in this court in persons or by pleader duly instructed and able to answer all material question relating to the above petition on 30-07-2025 at 11-00 am and interested persons are directed to produce all the documents upon which you intended to rely in support of your defense. Take notice that in default of your appearance on that day above mentioned case will be heard and determined ex-parte. [45, 1170, 230, 1476]
mng-cell-emd: Rs.10,000.00 [494, 2054, 563, 2122]
udupi-indent-no: DMA/2025-26/OW/WORK_INDENT39872 [836, 452, 992, 462]
udupi-indent-no: DMA/2025-26/OW/WORK_INDENT39772 [836, 318, 992, 328]
udupi-cell-emd: 95,300.00 [1273, 1314, 1343, 1448]
udupi-cell-amt: 29,07,000.00 [1196, 911, 1273, 1045]
court-between: Between: Khaja Sab [192, 112, 270, 122]
udupi-cell-no: 14 [802, 1985, 832, 2120]
court-role: .....Petitioner [271, 125, 320, 135]
mng-cell-name: ಕುಂದಾಪುರ ಮಿನಿವಿಧಾನ ಸೌಧದಲ್ಲಿ ವಿದ್ಯುತ್ ಉಪಕರಣಗಳ ನಿರ್ವಹಣೆ ಮತ್ತು ದುರಸ್ತಿ ಕಾಮಗಾರಿ [278, 1987, 430, 2054]
court-order: By order of the court [652, 419, 739, 429]
udupi-cell-desc [832, 1314, 1196, 1448]
udupi-cell-desc [832, 508, 1196, 642]
udupi-date: ದಿನಾಂಕ: 30.05.2025 [1409, 108, 1495, 119]
zp-org1: ಜಿಲ್ಲಾ ಪಂಚಾಯತ್, ಕೊಪ್ಪಳ [461, 1086, 568, 1099]
hb-court-order: by order of this court Chief ministerial officer SR civil judge & JMFC H B Halli [56, 1503, 219, 1525]
udupi-indent-no: DMA/2025-26/OW/WORK_INDENT39892 [836, 979, 992, 989]
court-and: And [287, 138, 304, 148]
zp-seal-icon: ◎ [251, 1090, 292, 1131]
udupi-cell-amt: 48,15,000.00 [1196, 1179, 1273, 1314]
header-location: ಹುಬ್ಬಳ್ಳಿ [38, 38, 79, 58]
udupi-title: ಟೆಂಡರು ಪ್ರಕಟಣೆ [794, 122, 1501, 148]
udupi-cell-desc [832, 911, 1196, 1045]
